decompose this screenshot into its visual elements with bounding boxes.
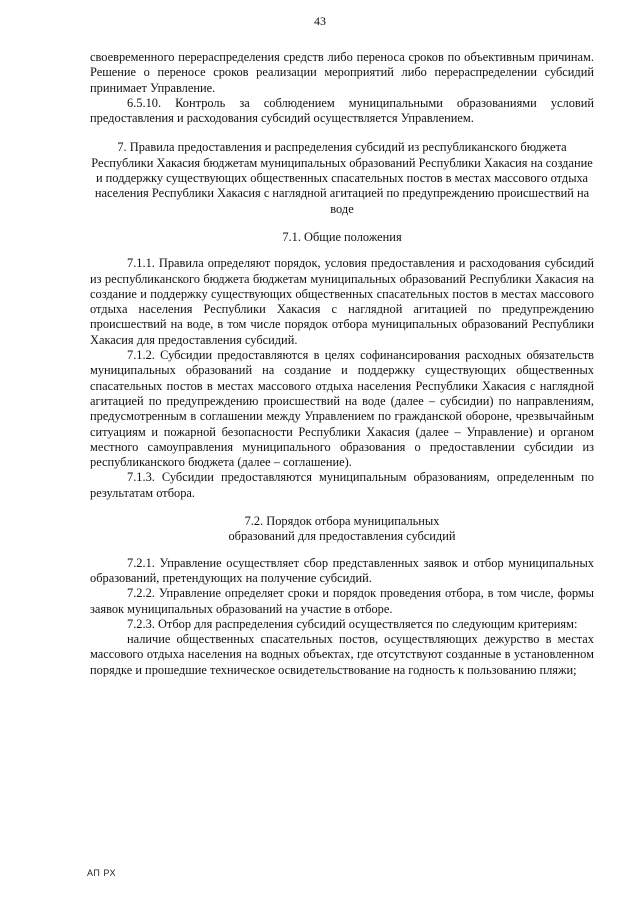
section-7-title: 7. Правила предоставления и распределения субсидий из республиканского бюджета Республики Хакасия бюджетам муниципальных образований Республики Хакасия на создание и поддержку существующих общественных спасательных постов в местах массового отдыха населения Республики Хакасия с наглядной агитацией по предупреждению происшествий на воде (91, 140, 593, 216)
paragraph-7-1-2: 7.1.2. Субсидии предоставляются в целях софинансирования расходных обязательств муниципальных образований на создание и поддержку существующих общественных спасательных постов в местах массового отдыха населения Республики Хакасия с наглядной агитацией по предупреждению происшествий на воде (далее – субсидии) по направлениям, предусмотренным в соглашении между Управлением по гражданской обороне, чрезвычайным ситуациям и пожарной безопасности Республики Хакасия (далее – Управление) и органом местного самоуправления муниципального образования о предоставлении субсидии из республиканского бюджета (далее – соглашение). (90, 348, 594, 470)
subsection-7-2-title (90, 514, 594, 545)
paragraph-criteria-1: наличие общественных спасательных постов, осуществляющих дежурство в местах массового отдыха населения на водных объектах, где отсутствуют созданные в установленном порядке и прошедшие техническое освидетельствование на годность к пользованию пляжи; (90, 632, 594, 677)
paragraph-continuation: своевременного перераспределения средств либо переноса сроков по объективным причинам. Решение о переносе сроков реализации мероприятий либо перераспределении субсидий принимает Управление. (90, 50, 594, 95)
subsection-7-2-title-line1: 7.2. Порядок отбора муниципальных (244, 514, 440, 529)
paragraph-7-2-2: 7.2.2. Управление определяет сроки и порядок проведения отбора, в том числе, формы заявок муниципальных образований на участие в отборе. (90, 586, 594, 616)
paragraph-7-1-3: 7.1.3. Субсидии предоставляются муниципальным образованиям, определенным по результатам отбора. (90, 470, 594, 500)
paragraph-7-2-1: 7.2.1. Управление осуществляет сбор представленных заявок и отбор муниципальных образований, претендующих на получение субсидий. (90, 555, 594, 585)
page-number: 43 (314, 14, 326, 28)
subsection-7-1-title: 7.1. Общие положения (282, 229, 402, 244)
document-body (90, 50, 594, 678)
footer-mark: АП РХ (87, 868, 116, 878)
paragraph-6-5-10: 6.5.10. Контроль за соблюдением муниципальными образованиями условий предоставления и расходования субсидий осуществляется Управлением. (90, 95, 594, 126)
paragraph-7-1-1: 7.1.1. Правила определяют порядок, условия предоставления и расходования субсидий из республиканского бюджета бюджетам муниципальных образований Республики Хакасия на создание и поддержку существующих общественных спасательных постов в местах массового отдыха населения Республики Хакасия с наглядной агитацией по предупреждению происшествий на воде, в том числе порядок отбора муниципальных образований Республики Хакасия для предоставления субсидий. (90, 256, 594, 347)
subsection-7-2-title-line2: образований для предоставления субсидий (228, 529, 456, 544)
paragraph-7-2-3: 7.2.3. Отбор для распределения субсидий осуществляется по следующим критериям: (127, 616, 578, 631)
